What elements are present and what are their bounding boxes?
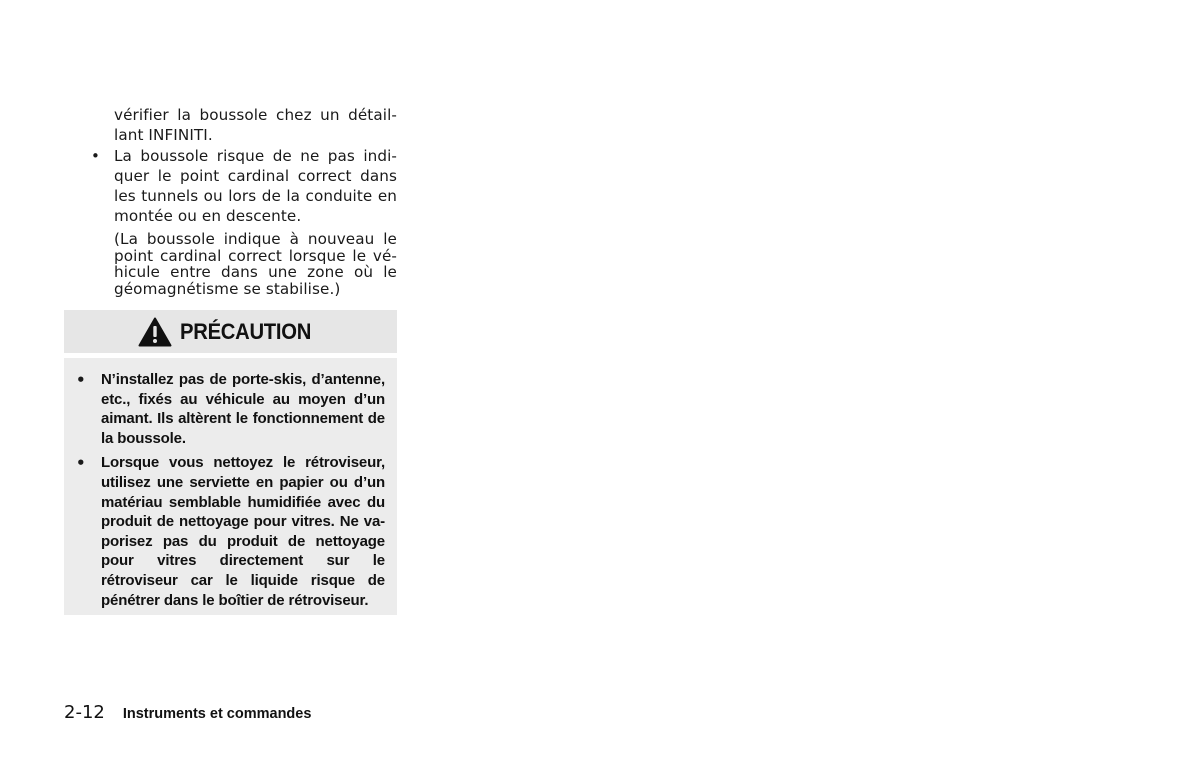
caution-title: PRÉCAUTION: [180, 318, 312, 344]
page-footer: [64, 702, 311, 723]
caution-header: [64, 310, 397, 353]
section-title: Instruments et commandes: [122, 706, 312, 722]
bullet-note: (La boussole indique à nouveau le point cardinal correct lorsque le vé- hicule entre dans une zone où le géomagnétisme se stabilise.): [114, 230, 397, 298]
continuation-paragraph: vérifier la boussole chez un détail- lant INFINITI.: [114, 106, 397, 144]
caution-item: [76, 370, 385, 448]
bullet-marker: •: [91, 147, 100, 165]
bullet-text: La boussole risque de ne pas indi- quer le point cardinal correct dans les tunnels ou lors de la conduite en montée ou en descente.: [114, 147, 397, 225]
page-number: 2-12: [64, 702, 105, 723]
bullet-marker: •: [76, 454, 86, 473]
bullet-list: [88, 146, 397, 297]
caution-text: N’installez pas de porte-skis, d’antenne, etc., fixés au véhicule au moyen d’un aimant. Ils altèrent le fonctionnement de la boussole.: [101, 371, 385, 447]
bullet-marker: •: [76, 371, 86, 389]
caution-body: [64, 358, 397, 615]
list-item: [88, 146, 397, 226]
caution-text: Lorsque vous nettoyez le rétroviseur, utilisez une serviette en papier ou d’un matériau semblable humidifiée avec du produit de nettoyage pour vitres. Ne va- porisez pas du produit de nettoyage pour vitres directement sur le rétroviseur car le liquide risque de pénétrer dans le boîtier de rétroviseur.: [101, 454, 385, 609]
warning-triangle-icon: [138, 317, 172, 347]
caution-item: [76, 453, 385, 610]
